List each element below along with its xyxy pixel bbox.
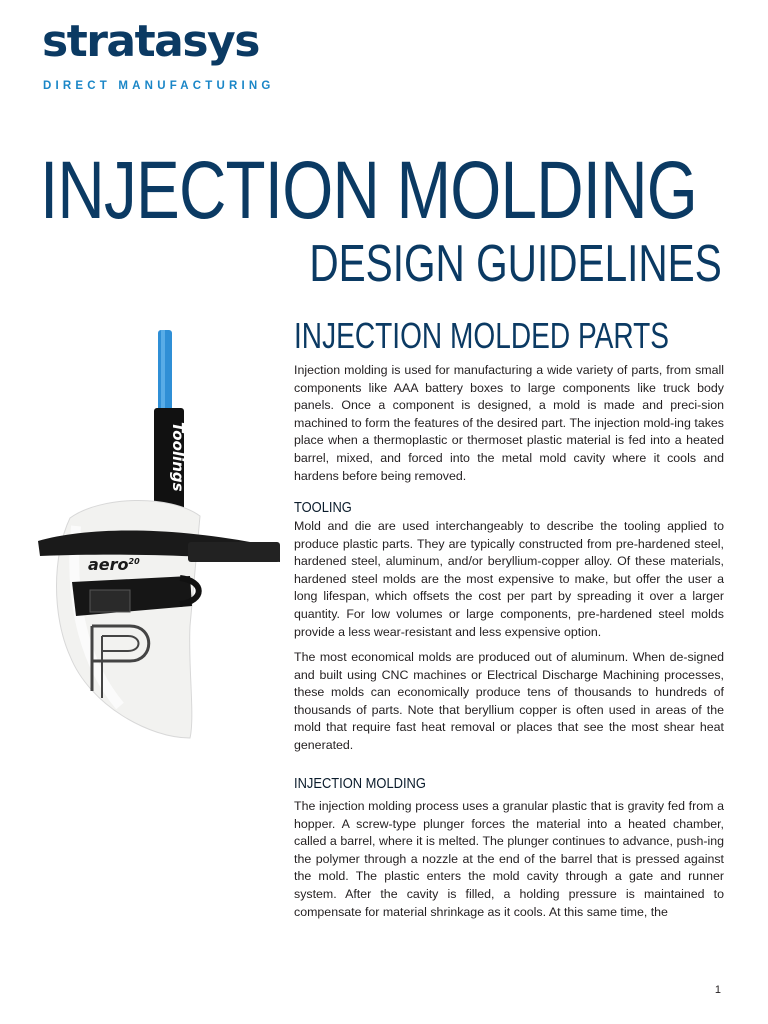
fin-vertical-label: Toolings — [169, 422, 187, 492]
fin-brand-label: aero$^{20}$ — [88, 555, 140, 574]
injection-molding-heading: INJECTION MOLDING — [294, 775, 426, 792]
logo-subtitle: DIRECT MANUFACTURING — [43, 80, 275, 92]
tooling-paragraph-2: The most economical molds are produced out of aluminum. When de-signed and built using CNC machines or Electrical Discharge Machining processes, these molds can economically produce tens of thousands to hundreds of thousands of parts. Note that beryllium copper is often used in areas of the mold that require fast heat removal or places that see the most shear heat generated. — [294, 650, 724, 752]
stratasys-logo — [42, 16, 259, 67]
page-number: 1 — [714, 984, 721, 996]
page-subtitle: DESIGN GUIDELINES — [309, 235, 722, 293]
fin-part-photo-icon — [30, 326, 290, 746]
tooling-paragraph-1: Mold and die are used interchangeably to describe the tooling applied to produce plastic parts. They are typically constructed from pre-hardened steel, hardened steel, aluminum, and/or beryllium-copper alloy. Of these materials, hardened steel molds are the most expensive to make, but offer the user a long lifespan, which offsets the cost per part by spreading it over a larger quantity. For low volumes or large components, pre-hardened steel molds provide a less wear-resistant and less expensive option. — [294, 519, 724, 639]
intro-paragraph: Injection molding is used for manufacturing a wide variety of parts, from small components like AAA battery boxes to large components like truck body panels. Once a component is designed, a mold is made and preci-sion machined to form the features of the desired part. The injection mold-ing takes place when a thermoplastic or thermoset plastic material is fed into a heated barrel, mixed, and forced into the metal mold cavity where it cools and hardens before being removed. — [294, 363, 724, 483]
tooling-heading: TOOLING — [294, 499, 352, 516]
section-title: INJECTION MOLDED PARTS — [294, 315, 669, 356]
logo-text: stratasys — [42, 16, 259, 67]
injection-molding-paragraph: The injection molding process uses a granular plastic that is gravity fed from a hopper. A screw-type plunger forces the material into a heated chamber, called a barrel, where it is melted. The plunger continues to advance, push-ing the polymer through a nozzle at the end of the barrel that is pressed against the mold. The plastic enters the mold cavity through a gate and runner system. After the cavity is filled, a holding pressure is maintained to compensate for material shrinkage as it cools. At this same time, the — [294, 799, 724, 919]
page-title: INJECTION MOLDING — [40, 145, 698, 236]
